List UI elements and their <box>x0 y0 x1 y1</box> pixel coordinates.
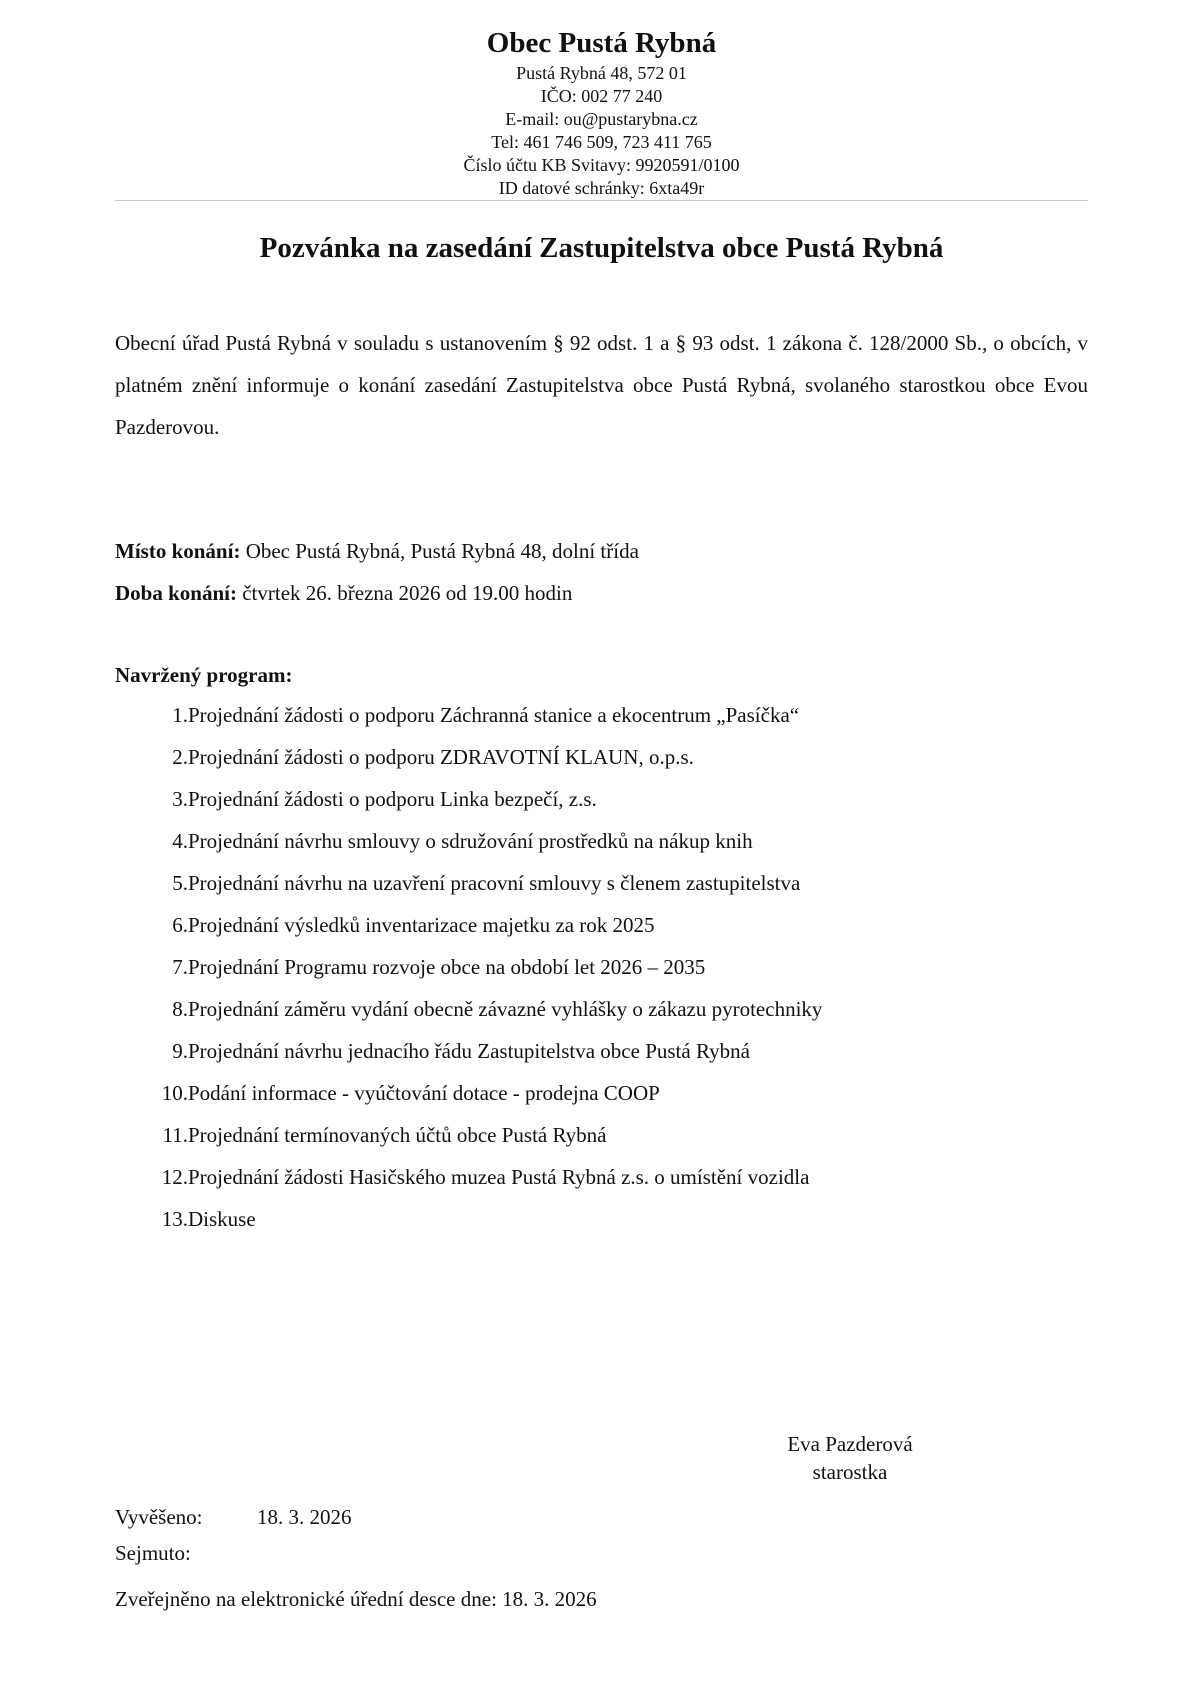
program-item-number: 4. <box>172 829 188 853</box>
program-item <box>115 700 1088 742</box>
program-item <box>115 868 1088 910</box>
signature-block <box>740 1430 960 1486</box>
letterhead-divider <box>115 200 1088 201</box>
org-name: Obec Pustá Rybná <box>486 27 717 59</box>
program-item-text: Projednání žádosti Hasičského muzea Pustá Rybná z.s. o umístění vozidla <box>188 1165 810 1189</box>
meeting-time-value: čtvrtek 26. března 2026 od 19.00 hodin <box>242 581 573 605</box>
program-item-text: Projednání návrhu na uzavření pracovní smlouvy s členem zastupitelstva <box>188 871 801 895</box>
program-item <box>115 784 1088 826</box>
org-ico: IČO: 002 77 240 <box>540 86 663 106</box>
program-item-number: 6. <box>172 913 188 937</box>
program-item-number: 8. <box>172 997 188 1021</box>
program-item <box>115 1078 1088 1120</box>
program-item-text: Diskuse <box>188 1207 256 1231</box>
meeting-place-label: Místo konání: <box>115 539 241 563</box>
meeting-place-value: Obec Pustá Rybná, Pustá Rybná 48, dolní třída <box>245 539 639 563</box>
program-item-number: 9. <box>172 1039 188 1063</box>
org-address: Pustá Rybná 48, 572 01 <box>516 63 687 83</box>
intro-paragraph: Obecní úřad Pustá Rybná v souladu s ustanovením § 92 odst. 1 a § 93 odst. 1 zákona č. 128/2000 Sb., o obcích, v platném znění informuje o konání zasedání Zastupitelstva obce Pustá Rybná, svolaného starostkou obce Evou Pazderovou. <box>115 331 1088 439</box>
org-data-box: ID datové schránky: 6xta49r <box>498 178 705 198</box>
program-item-text: Projednání Programu rozvoje obce na období let 2026 – 2035 <box>188 955 706 979</box>
posted-date-line <box>115 1502 352 1532</box>
program-item <box>115 826 1088 868</box>
meeting-time-label: Doba konání: <box>115 581 237 605</box>
program-item-text: Projednání žádosti o podporu Záchranná stanice a ekocentrum „Pasíčka“ <box>188 703 800 727</box>
program-item <box>115 994 1088 1036</box>
program-item <box>115 742 1088 784</box>
program-item-text: Projednání žádosti o podporu ZDRAVOTNÍ KLAUN, o.p.s. <box>188 745 694 769</box>
program-item-text: Projednání návrhu jednacího řádu Zastupitelstva obce Pustá Rybná <box>188 1039 750 1063</box>
program-item <box>115 1036 1088 1078</box>
removed-label: Sejmuto: <box>115 1541 191 1565</box>
removed-date-line <box>115 1538 191 1568</box>
program-item-number: 2. <box>172 745 188 769</box>
document-title: Pozvánka na zasedání Zastupitelstva obce Pustá Rybná <box>259 232 944 264</box>
program-item-text: Projednání termínovaných účtů obce Pustá Rybná <box>188 1123 607 1147</box>
meeting-time <box>115 578 1088 608</box>
program-item <box>115 1120 1088 1162</box>
program-item-number: 3. <box>172 787 188 811</box>
program-item-text: Projednání návrhu smlouvy o sdružování prostředků na nákup knih <box>188 829 753 853</box>
meeting-place <box>115 536 1088 566</box>
program-item-text: Projednání žádosti o podporu Linka bezpečí, z.s. <box>188 787 597 811</box>
published-line: Zveřejněno na elektronické úřední desce dne: 18. 3. 2026 <box>115 1587 597 1611</box>
program-item-number: 5. <box>172 871 188 895</box>
signatory-role: starostka <box>812 1460 888 1484</box>
org-phone: Tel: 461 746 509, 723 411 765 <box>491 132 712 152</box>
org-bank-account: Číslo účtu KB Svitavy: 9920591/0100 <box>463 155 740 175</box>
program-item <box>115 1162 1088 1204</box>
program-item-number: 13. <box>161 1207 188 1231</box>
program-item-text: Projednání záměru vydání obecně závazné vyhlášky o zákazu pyrotechniky <box>188 997 823 1021</box>
org-email: E-mail: ou@pustarybna.cz <box>505 109 698 129</box>
program-item <box>115 1204 1088 1246</box>
program-item-number: 12. <box>161 1165 188 1189</box>
posted-label: Vyvěšeno: <box>115 1505 203 1529</box>
program-item-number: 1. <box>172 703 188 727</box>
posted-date: 18. 3. 2026 <box>257 1505 352 1529</box>
program-heading: Navržený program: <box>115 663 293 687</box>
program-item-number: 7. <box>172 955 188 979</box>
program-item-number: 11. <box>162 1123 188 1147</box>
program-list <box>115 700 1088 1246</box>
program-item <box>115 910 1088 952</box>
program-item-text: Projednání výsledků inventarizace majetku za rok 2025 <box>188 913 655 937</box>
signatory-name: Eva Pazderová <box>787 1432 913 1456</box>
letterhead <box>115 24 1088 200</box>
program-item-number: 10. <box>161 1081 188 1105</box>
program-item-text: Podání informace - vyúčtování dotace - prodejna COOP <box>188 1081 660 1105</box>
program-item <box>115 952 1088 994</box>
